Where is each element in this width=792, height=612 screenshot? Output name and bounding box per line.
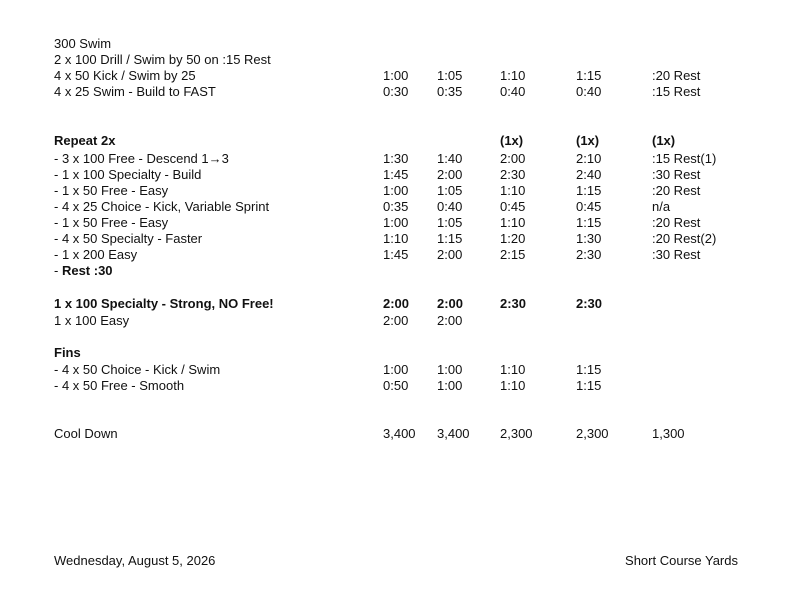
interval-col-1: 1:00 — [383, 362, 409, 377]
total-col-4: 2,300 — [576, 426, 609, 441]
interval-col-2: 2:00 — [437, 296, 464, 311]
set-description: - 4 x 50 Free - Smooth — [54, 378, 185, 393]
interval-col-4: 1:15 — [576, 215, 602, 230]
interval-col-4: 2:30 — [576, 296, 603, 311]
rest-note: :15 Rest — [652, 84, 701, 99]
rest-line-prefix: - — [54, 263, 62, 278]
interval-col-3: 0:45 — [500, 199, 526, 214]
set-description: - 4 x 50 Specialty - Faster — [54, 231, 203, 246]
workout-row — [0, 313, 792, 329]
interval-col-2: 0:35 — [437, 84, 463, 99]
interval-col-2: 0:40 — [437, 199, 463, 214]
interval-col-1: 0:50 — [383, 378, 409, 393]
workout-row — [0, 362, 792, 378]
repeat-count-col-3: (1x) — [500, 133, 524, 148]
total-col-2: 3,400 — [437, 426, 470, 441]
interval-col-3: 1:10 — [500, 215, 526, 230]
interval-col-3: 2:00 — [500, 151, 526, 166]
interval-col-1: 2:00 — [383, 313, 409, 328]
workout-row — [0, 263, 792, 279]
interval-col-3: 0:40 — [500, 84, 526, 99]
workout-row — [0, 68, 792, 84]
rest-note: :30 Rest — [652, 247, 701, 262]
interval-col-2: 1:40 — [437, 151, 463, 166]
set-description: - 1 x 200 Easy — [54, 247, 138, 262]
rest-line — [54, 263, 113, 279]
interval-col-2: 1:05 — [437, 183, 463, 198]
interval-col-3: 1:10 — [500, 183, 526, 198]
total-col-5: 1,300 — [652, 426, 685, 441]
workout-row — [0, 151, 792, 167]
section-title: Repeat 2x — [54, 133, 116, 148]
workout-row — [0, 247, 792, 263]
set-description: - 1 x 50 Free - Easy — [54, 183, 169, 198]
workout-row — [0, 183, 792, 199]
interval-col-3: 2:30 — [500, 296, 527, 311]
interval-col-4: 1:15 — [576, 68, 602, 83]
interval-col-4: 1:15 — [576, 362, 602, 377]
totals-row — [0, 426, 792, 442]
interval-col-1: 1:45 — [383, 247, 409, 262]
section-header-row — [0, 133, 792, 149]
interval-col-4: 0:40 — [576, 84, 602, 99]
set-description: 300 Swim — [54, 36, 112, 51]
workout-row — [0, 231, 792, 247]
interval-col-4: 1:15 — [576, 183, 602, 198]
interval-col-1: 1:45 — [383, 167, 409, 182]
footer-date: Wednesday, August 5, 2026 — [54, 553, 216, 568]
workout-row — [0, 199, 792, 215]
interval-col-3: 2:30 — [500, 167, 526, 182]
interval-col-2: 1:00 — [437, 362, 463, 377]
workout-row — [0, 84, 792, 100]
rest-note: :20 Rest — [652, 215, 701, 230]
interval-col-3: 1:10 — [500, 378, 526, 393]
cool-down-label: Cool Down — [54, 426, 118, 441]
workout-row — [0, 296, 792, 312]
interval-col-2: 1:00 — [437, 378, 463, 393]
interval-col-2: 1:05 — [437, 215, 463, 230]
interval-col-4: 0:45 — [576, 199, 602, 214]
set-description: 1 x 100 Easy — [54, 313, 130, 328]
interval-col-4: 2:10 — [576, 151, 602, 166]
workout-row — [0, 167, 792, 183]
repeat-count-col-4: (1x) — [576, 133, 600, 148]
interval-col-4: 1:30 — [576, 231, 602, 246]
interval-col-2: 2:00 — [437, 167, 463, 182]
set-description: - 4 x 50 Choice - Kick / Swim — [54, 362, 221, 377]
interval-col-1: 0:35 — [383, 199, 409, 214]
interval-col-4: 2:40 — [576, 167, 602, 182]
interval-col-1: 1:10 — [383, 231, 409, 246]
interval-col-1: 1:30 — [383, 151, 409, 166]
workout-row — [0, 36, 792, 52]
interval-col-1: 1:00 — [383, 68, 409, 83]
set-description: 4 x 25 Swim - Build to FAST — [54, 84, 216, 99]
interval-col-2: 2:00 — [437, 313, 463, 328]
set-description: - 1 x 50 Free - Easy — [54, 215, 169, 230]
interval-col-1: 0:30 — [383, 84, 409, 99]
interval-col-2: 2:00 — [437, 247, 463, 262]
repeat-count-col-5: (1x) — [652, 133, 676, 148]
interval-col-4: 2:30 — [576, 247, 602, 262]
rest-note: n/a — [652, 199, 671, 214]
footer-course: Short Course Yards — [625, 553, 738, 568]
set-description: - 1 x 100 Specialty - Build — [54, 167, 202, 182]
interval-col-2: 1:15 — [437, 231, 463, 246]
interval-col-3: 1:10 — [500, 68, 526, 83]
workout-row — [0, 52, 792, 68]
total-col-1: 3,400 — [383, 426, 416, 441]
set-description: 4 x 50 Kick / Swim by 25 — [54, 68, 196, 83]
interval-col-4: 1:15 — [576, 378, 602, 393]
workout-row — [0, 215, 792, 231]
rest-note: :20 Rest(2) — [652, 231, 717, 246]
section-title: Fins — [54, 345, 81, 360]
rest-note: :20 Rest — [652, 183, 701, 198]
interval-col-1: 1:00 — [383, 183, 409, 198]
interval-col-1: 2:00 — [383, 296, 410, 311]
interval-col-2: 1:05 — [437, 68, 463, 83]
section-header-row — [0, 345, 792, 361]
total-col-3: 2,300 — [500, 426, 533, 441]
interval-col-1: 1:00 — [383, 215, 409, 230]
set-description: - 3 x 100 Free - Descend 1→3 — [54, 151, 229, 166]
rest-note: :20 Rest — [652, 68, 701, 83]
set-description: - 4 x 25 Choice - Kick, Variable Sprint — [54, 199, 270, 214]
rest-note: :15 Rest(1) — [652, 151, 717, 166]
rest-note: :30 Rest — [652, 167, 701, 182]
workout-row — [0, 378, 792, 394]
interval-col-3: 1:20 — [500, 231, 526, 246]
rest-line-label: Rest :30 — [61, 263, 113, 278]
interval-col-3: 1:10 — [500, 362, 526, 377]
set-description: 1 x 100 Specialty - Strong, NO Free! — [54, 296, 274, 311]
interval-col-3: 2:15 — [500, 247, 526, 262]
set-description: 2 x 100 Drill / Swim by 50 on :15 Rest — [54, 52, 271, 67]
